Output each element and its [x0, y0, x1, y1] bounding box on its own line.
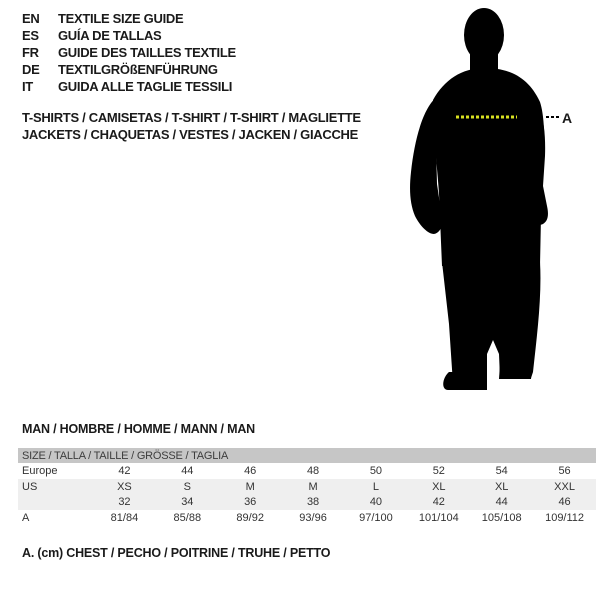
size-value-cell: L: [372, 480, 379, 493]
row-label: US: [22, 480, 38, 493]
language-label: GUÍA DE TALLAS: [58, 28, 162, 43]
language-row-it: [22, 78, 236, 95]
size-value-cell: 48: [306, 464, 320, 477]
row-label: A: [22, 511, 30, 524]
size-table-row-us: [18, 479, 596, 495]
size-value-cell: 46: [558, 496, 571, 509]
language-code: ES: [22, 28, 39, 43]
size-value-cell: 44: [181, 464, 194, 477]
size-value-cell: S: [183, 480, 191, 493]
garment-types: [22, 109, 361, 143]
language-row-de: [22, 61, 236, 78]
size-value-cell: 38: [306, 496, 320, 509]
size-value-cell: 52: [432, 464, 445, 477]
size-value-cell: 109/112: [545, 511, 585, 524]
size-value-cell: 34: [181, 496, 194, 509]
size-value-cell: 46: [244, 464, 257, 477]
row-label: Europe: [22, 464, 58, 477]
size-value-cell: M: [245, 480, 255, 493]
measurement-footnote: A. (cm) CHEST / PECHO / POITRINE / TRUHE / PETTO: [22, 546, 331, 560]
size-value-cell: 97/100: [359, 511, 393, 524]
man-silhouette-figure: [396, 4, 576, 400]
silhouette-right-shoe: [499, 364, 532, 379]
language-label: GUIDE DES TAILLES TEXTILE: [58, 45, 236, 60]
language-label: TEXTILE SIZE GUIDE: [58, 11, 184, 26]
size-value-cell: 56: [558, 464, 571, 477]
measurement-label-a: A: [562, 110, 573, 126]
size-value-cell: M: [308, 480, 318, 493]
size-table-header: SIZE / TALLA / TAILLE / GRÖSSE / TAGLIA: [18, 448, 596, 463]
language-row-fr: [22, 44, 236, 61]
size-value-cell: 36: [244, 496, 257, 509]
language-guide-list: [22, 10, 236, 95]
size-value-cell: 81/84: [110, 511, 139, 524]
size-value-cell: 42: [118, 464, 131, 477]
language-code: IT: [22, 79, 33, 94]
size-value-cell: 42: [432, 496, 445, 509]
size-value-cell: 44: [495, 496, 508, 509]
size-value-cell: 89/92: [236, 511, 264, 524]
language-row-en: [22, 10, 236, 27]
garment-types-jackets: JACKETS / CHAQUETAS / VESTES / JACKEN / GIACCHE: [22, 127, 358, 142]
man-silhouette-svg: [396, 4, 576, 400]
language-code: FR: [22, 45, 39, 60]
language-code: EN: [22, 11, 40, 26]
section-title-man: MAN / HOMBRE / HOMME / MANN / MAN: [22, 422, 255, 436]
size-value-cell: 105/108: [481, 511, 522, 524]
size-table-row-us-numeric: [18, 494, 596, 510]
size-value-cell: 85/88: [173, 511, 202, 524]
language-code: DE: [22, 62, 40, 77]
size-value-cell: XL: [494, 480, 509, 493]
size-table-row-europe: [18, 463, 596, 479]
size-value-cell: 54: [495, 464, 508, 477]
language-label: TEXTILGRÖßENFÜHRUNG: [58, 62, 218, 77]
size-table: [18, 448, 596, 526]
size-table-row-a: [18, 510, 596, 526]
size-value-cell: XXL: [554, 480, 575, 493]
size-value-cell: 40: [369, 496, 383, 509]
size-value-cell: 101/104: [418, 511, 459, 524]
language-label: GUIDA ALLE TAGLIE TESSILI: [58, 79, 233, 94]
size-value-cell: XL: [432, 480, 446, 493]
language-row-es: [22, 27, 236, 44]
man-silhouette: [410, 8, 548, 390]
size-value-cell: 50: [369, 464, 383, 477]
size-value-cell: 32: [118, 496, 131, 509]
size-value-cell: XS: [117, 480, 132, 493]
garment-types-tshirts: T-SHIRTS / CAMISETAS / T-SHIRT / T-SHIRT / MAGLIETTE: [22, 110, 361, 125]
size-value-cell: 93/96: [299, 511, 327, 524]
silhouette-left-shoe: [443, 372, 487, 390]
size-table-rows: [18, 463, 596, 526]
